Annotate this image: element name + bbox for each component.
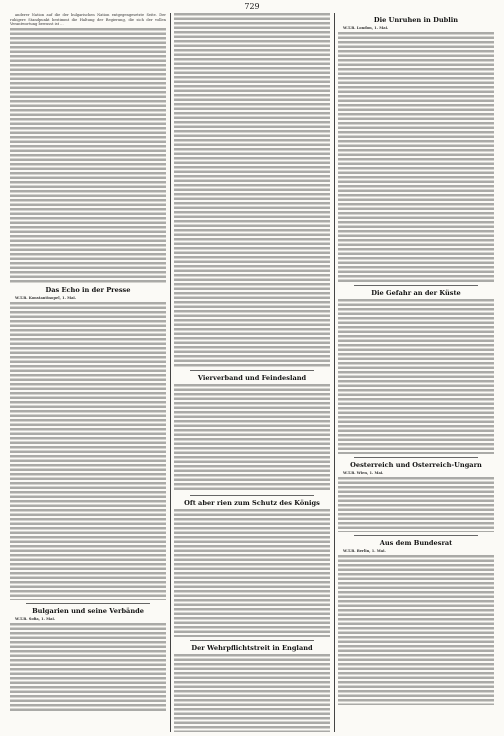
heading-bulgarien-verbaende: Bulgarien und seine Verbände <box>32 607 144 615</box>
column-left-text-block <box>10 28 166 283</box>
column-left-text-block <box>10 623 166 713</box>
column-right-text-block <box>338 477 494 532</box>
column-right <box>338 13 494 732</box>
column-divider <box>170 13 171 732</box>
column-middle <box>174 13 330 732</box>
column-right-text-block <box>338 299 494 454</box>
column-middle-text-block <box>174 13 330 367</box>
column-right-text-block <box>338 32 494 282</box>
dateline-sofia: W.T.B. Sofia, 1. Mai. <box>15 617 56 621</box>
heading-echo-presse: Das Echo in der Presse <box>45 286 131 294</box>
heading-gefahr-kuste: Die Gefahr an der Küste <box>371 289 461 297</box>
page-number: 729 <box>244 2 260 11</box>
heading-feindesland: Vierverband und Feindesland <box>197 374 307 382</box>
section-rule <box>190 495 314 496</box>
dateline-berlin: W.T.B. Berlin, 1. Mai. <box>343 549 386 553</box>
section-rule <box>190 640 314 641</box>
section-rule <box>26 603 150 604</box>
column-right-text-block <box>338 555 494 705</box>
column-middle-text-block <box>174 384 330 492</box>
heading-bundesrat: Aus dem Bundesrat <box>379 539 453 547</box>
column-divider <box>334 13 335 732</box>
intro-paragraph: anderer Nation auf die der bulgarischen Nation entgegengesetzte Seite. Der ruhigere Standpunkt bestimmt die Haltung der Regierung, die sich der vollen Verantwortung bewusst ist ... <box>10 13 166 26</box>
article-columns <box>10 13 496 732</box>
column-left <box>10 13 166 732</box>
section-rule <box>354 457 478 458</box>
dateline-london: W.T.B. London, 1. Mai. <box>343 26 389 30</box>
column-middle-text-block <box>174 654 330 732</box>
column-left-text-block <box>10 302 166 600</box>
dateline-konstantinopel: W.T.B. Konstantinopel, 1. Mai. <box>15 296 77 300</box>
heading-wehrpflicht: Der Wehrpflichtstreit in England <box>191 644 313 652</box>
heading-schutz-koenige: Oft aber rien zum Schutz des Königs <box>184 499 320 507</box>
heading-unruhen: Die Unruhen in Dublin <box>373 16 459 24</box>
section-rule <box>354 285 478 286</box>
column-middle-text-block <box>174 509 330 637</box>
section-rule <box>354 535 478 536</box>
heading-oesterreich: Oesterreich und Osterreich-Ungarn <box>350 461 482 469</box>
section-rule <box>190 370 314 371</box>
dateline-wien: W.T.B. Wien, 1. Mai. <box>343 471 384 475</box>
